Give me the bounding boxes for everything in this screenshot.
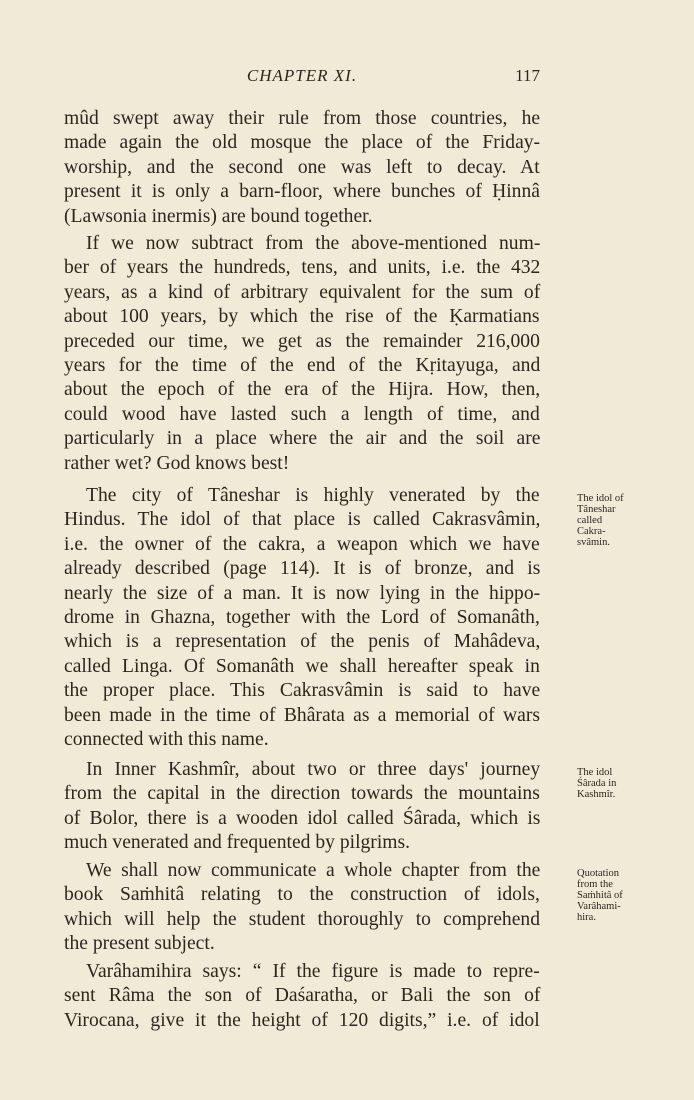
page-number: 117 bbox=[515, 66, 540, 85]
paragraph-2 bbox=[64, 232, 540, 476]
sidenote-line: Śârada in bbox=[577, 778, 617, 789]
text-line: nearly the size of a man. It is now lying in the hippo- bbox=[64, 582, 541, 604]
text-line: drome in Ghazna, together with the Lord of Somanâth, bbox=[64, 607, 540, 629]
paragraph-3 bbox=[64, 484, 540, 752]
sidenote-line: Kashmîr. bbox=[577, 789, 616, 800]
text-line: preceded our time, we get as the remainder 216,000 bbox=[64, 330, 540, 352]
text-line: about 100 years, by which the rise of the Ḳarmatians bbox=[64, 306, 540, 328]
text-line: (Lawsonia inermis) are bound together. bbox=[64, 205, 373, 227]
text-line: ber of years the hundreds, tens, and units, i.e. the 432 bbox=[64, 257, 541, 279]
text-line: the present subject. bbox=[64, 933, 215, 955]
text-line: from the capital in the direction towards the mountains bbox=[64, 783, 540, 805]
text-line: already described (page 114). It is of bronze, and is bbox=[64, 558, 541, 580]
sidenote-line: Saṁhitâ of bbox=[577, 890, 623, 901]
text-line: Hindus. The idol of that place is called Cakrasvâmin, bbox=[64, 509, 541, 531]
sidenote-line: from the bbox=[577, 879, 613, 890]
sidenote-taneshar bbox=[577, 493, 657, 548]
text-line: particularly in a place where the air and the soil are bbox=[64, 428, 541, 450]
page-header bbox=[64, 66, 540, 94]
paragraph-1 bbox=[64, 107, 540, 229]
text-line: which will help the student thoroughly to comprehend bbox=[64, 908, 540, 930]
text-line: mûd swept away their rule from those countries, he bbox=[64, 108, 541, 129]
sidenote-line: called bbox=[577, 515, 603, 526]
text-line: present it is only a barn-floor, where bunches of Ḥinnâ bbox=[64, 181, 540, 203]
text-line: i.e. the owner of the cakra, a weapon which we have bbox=[64, 533, 540, 555]
text-line: about the epoch of the era of the Hijra. How, then, bbox=[64, 379, 541, 401]
paragraph-5 bbox=[64, 859, 540, 957]
sidenote-line: Varâhami- bbox=[577, 901, 621, 912]
text-line: the proper place. This Cakrasvâmin is said to have bbox=[64, 680, 541, 702]
text-line: of Bolor, there is a wooden idol called Śârada, which is bbox=[64, 807, 541, 829]
text-line: The city of Tâneshar is highly venerated by the bbox=[86, 485, 540, 506]
sidenote-line: Quotation bbox=[577, 868, 619, 879]
text-line: years for the time of the end of the Kṛitayuga, and bbox=[64, 355, 541, 377]
text-line: rather wet? God knows best! bbox=[64, 452, 290, 474]
text-line: connected with this name. bbox=[64, 729, 269, 751]
text-line: called Linga. Of Somanâth we shall hereafter speak in bbox=[64, 655, 540, 677]
sidenote-line: hira. bbox=[577, 912, 596, 923]
sidenote-samhita bbox=[577, 868, 657, 923]
text-line: been made in the time of Bhârata as a memorial of wars bbox=[64, 704, 540, 726]
text-line: could wood have lasted such a length of time, and bbox=[64, 403, 540, 425]
paragraph-4 bbox=[64, 758, 540, 856]
text-line: years, as a kind of arbitrary equivalent for the sum of bbox=[64, 281, 541, 303]
sidenote-line: Tâneshar bbox=[577, 504, 616, 515]
text-line: made again the old mosque the place of the Friday- bbox=[64, 132, 541, 154]
text-line: book Saṁhitâ relating to the construction of idols, bbox=[64, 884, 540, 906]
sidenote-line: Cakra- bbox=[577, 526, 606, 537]
text-line: much venerated and frequented by pilgrims. bbox=[64, 832, 411, 854]
text-line: which is a representation of the penis of Mahâdeva, bbox=[64, 631, 541, 653]
sidenote-line: The idol of bbox=[577, 493, 624, 504]
text-line: In Inner Kashmîr, about two or three days' journey bbox=[86, 759, 541, 780]
running-head: CHAPTER XI. bbox=[246, 66, 358, 85]
sidenote-line: The idol bbox=[577, 767, 613, 778]
text-line: If we now subtract from the above-mentioned num- bbox=[86, 233, 541, 254]
paragraph-6 bbox=[64, 960, 540, 1033]
text-line: We shall now communicate a whole chapter from the bbox=[86, 860, 541, 881]
sidenote-line: svâmin. bbox=[577, 537, 610, 548]
text-line: Virocana, give it the height of 120 digits,” i.e. of idol bbox=[64, 1009, 540, 1031]
text-line: worship, and the second one was left to decay. At bbox=[64, 156, 540, 178]
sidenote-sarada bbox=[577, 767, 657, 800]
text-line: Varâhamihira says: “ If the figure is made to repre- bbox=[86, 961, 540, 982]
text-line: sent Râma the son of Daśaratha, or Bali the son of bbox=[64, 985, 541, 1007]
